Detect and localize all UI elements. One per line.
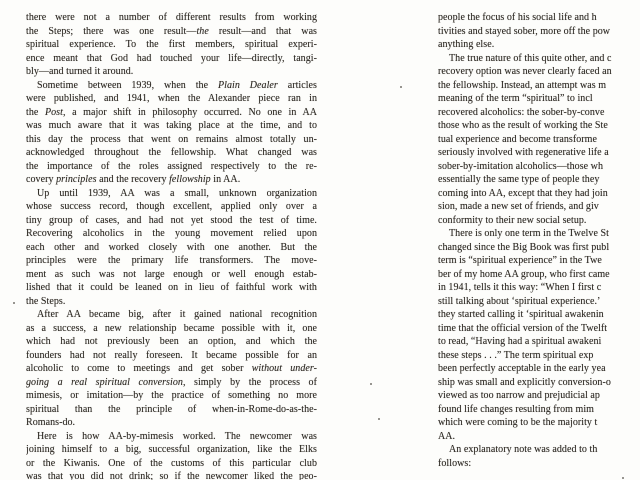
text-line: [26, 92, 317, 106]
text-line: [26, 65, 317, 79]
body-text: covery: [26, 174, 57, 185]
body-text: those who as the result of working the Ste: [438, 120, 608, 131]
body-text: coming into AA, except that they had join: [438, 187, 608, 199]
body-text: the fellowship. Instead, an attempt was m: [438, 79, 607, 91]
body-text: tiny group of cases, and had not yet stood the test of time.: [26, 214, 317, 226]
text-line: [438, 376, 640, 390]
body-text: alcoholic to come to meetings and get sober: [26, 363, 252, 374]
body-text: ence meant that God had touched your life—directly, tangi-: [26, 52, 317, 64]
body-text: acknowledged throughout the fellowship. What changed was: [26, 147, 317, 158]
body-text: the Steps; there was one result—: [26, 25, 197, 37]
text-line: [26, 268, 317, 282]
body-text: After AA became big, after it gained national recognition: [37, 309, 317, 320]
body-text: tivities and stayed sober, more off the pow: [438, 25, 611, 37]
text-line: [438, 308, 640, 322]
text-line: [26, 79, 317, 93]
body-text: The true nature of this quite other, and c: [449, 52, 612, 64]
text-line: [438, 119, 640, 133]
body-text: essentially the same type of people they: [438, 174, 600, 185]
text-line: [26, 119, 317, 133]
text-line: [26, 173, 317, 187]
body-text: as a success, a new relationship became possible with it, one: [26, 322, 317, 334]
body-text: joining himself to a big, successful organization, like the Elks: [26, 444, 317, 455]
body-text: they started calling it ‘spiritual awakenin: [438, 309, 604, 320]
body-text: sober-by-imitation alcoholics—those wh: [438, 160, 604, 172]
body-text: result—and that was: [208, 25, 317, 37]
text-line: [26, 214, 317, 228]
body-text: term is “spiritual experience” in the Twe: [438, 255, 602, 266]
text-line: [26, 443, 317, 457]
body-text: AA.: [438, 430, 456, 442]
italic-text: principles: [56, 174, 97, 185]
text-line: [438, 241, 640, 255]
body-text: was that you did not drink; so if the newcomer liked the peo-: [26, 471, 317, 480]
body-text: spiritual experience. To the first members, spiritual experi-: [26, 39, 317, 50]
scan-speck: [622, 477, 624, 479]
italic-text: without under-: [251, 363, 317, 374]
text-line: [26, 349, 317, 363]
body-text: these steps . . .” The term spiritual exp: [438, 349, 594, 361]
italic-text: Post: [44, 106, 63, 118]
body-text: ment as such was not large enough or well enough estab-: [26, 268, 317, 280]
body-text: in 1941, tells it this way: “When I first c: [438, 282, 602, 293]
text-line: [26, 403, 317, 417]
italic-text: fellowship: [169, 174, 211, 185]
text-line: [26, 38, 317, 52]
text-line: [26, 25, 317, 39]
text-line: [438, 65, 640, 79]
body-text: seriously involved with regenerative life a: [438, 147, 609, 158]
text-line: [438, 214, 640, 228]
text-line: [438, 335, 640, 349]
body-text: Sometime between 1939, when the: [37, 79, 218, 91]
text-line: [438, 295, 640, 309]
text-line: [26, 308, 317, 322]
text-line: [26, 376, 317, 390]
text-line: [438, 25, 640, 39]
text-line: [438, 146, 640, 160]
body-text: recovered alcoholics: the sober-by-conve: [438, 106, 605, 118]
right-column: [438, 11, 640, 470]
body-text: , simply by the process of: [182, 376, 317, 388]
body-text: people the focus of his social life and h: [438, 12, 597, 23]
text-line: [26, 322, 317, 336]
body-text: or the Kiwanis. One of the customs of this particular club: [26, 457, 317, 469]
italic-text: going a real spiritual conversion: [26, 376, 183, 388]
text-line: [26, 160, 317, 174]
body-text: There is only one term in the Twelve St: [449, 228, 609, 239]
text-line: [438, 457, 640, 471]
body-text: to read, “Having had a spiritual awakeni: [438, 336, 602, 347]
text-line: [438, 430, 640, 444]
body-text: Here is how AA-by-mimesis worked. The newcomer was: [37, 430, 317, 442]
body-text: were published, and 1941, when the Alexander piece ran in: [26, 93, 317, 104]
body-text: the: [26, 106, 45, 118]
body-text: anything else.: [438, 39, 495, 50]
body-text: which had not previously been an option, and which the: [26, 336, 317, 347]
text-line: [26, 416, 317, 430]
text-line: [438, 52, 640, 66]
body-text: articles: [277, 79, 317, 91]
body-text: each other and worked closely with one another. But the: [26, 241, 317, 253]
body-text: time that the official version of the Twelft: [438, 322, 608, 334]
text-line: [26, 106, 317, 120]
text-line: [26, 295, 317, 309]
text-line: [26, 254, 317, 268]
scan-speck: [400, 86, 402, 88]
scan-speck: [13, 302, 15, 304]
text-line: [438, 173, 640, 187]
body-text: the Steps.: [26, 295, 66, 307]
text-line: [438, 416, 640, 430]
text-line: [26, 430, 317, 444]
body-text: founders had not really foreseen. It became possible for an: [26, 349, 317, 361]
text-line: [26, 146, 317, 160]
text-line: [26, 362, 317, 376]
body-text: whose success record, though excellent, applied only over a: [26, 201, 317, 212]
text-line: [26, 470, 317, 480]
text-line: [438, 133, 640, 147]
text-line: [438, 362, 640, 376]
text-line: [438, 200, 640, 214]
text-line: [438, 254, 640, 268]
body-text: lished that it could be leaned on in lieu of faithful work with: [26, 282, 317, 293]
body-text: mimesis, or imitation—by the practice of something no more: [26, 390, 317, 401]
body-text: changed since the Big Book was first publ: [438, 241, 610, 253]
body-text: sion, made a new set of friends, and giv: [438, 201, 599, 212]
text-line: [438, 268, 640, 282]
body-text: in AA.: [210, 174, 241, 185]
body-text: was much aware that it was taking place at the time, and to: [26, 120, 317, 131]
italic-text: Plain Dealer: [217, 79, 278, 91]
body-text: viewed as too narrow and prejudicial ap: [438, 390, 600, 401]
text-line: [26, 227, 317, 241]
body-text: bly—and turned it around.: [26, 66, 134, 77]
left-column: [26, 11, 317, 480]
body-text: An explanatory note was added to th: [449, 444, 598, 455]
body-text: principles were the primary life transformers. The move-: [26, 255, 317, 266]
text-line: [26, 241, 317, 255]
body-text: this day the process that went on remains almost totally un-: [26, 133, 317, 145]
body-text: tual experience and become transforme: [438, 133, 597, 145]
body-text: been perfectly acceptable in the early yea: [438, 363, 606, 374]
body-text: recovery option was never clearly faced an: [438, 66, 612, 77]
scan-speck: [370, 383, 372, 385]
body-text: conformity to their new social setup.: [438, 214, 587, 226]
scan-speck: [378, 418, 380, 420]
body-text: and the recovery: [96, 174, 170, 185]
body-text: meaning of the term “spiritual” to incl: [438, 93, 593, 104]
text-line: [438, 187, 640, 201]
text-line: [438, 443, 640, 457]
body-text: which were coming to be the majority t: [438, 417, 598, 428]
body-text: still talking about ‘spiritual experience.’: [438, 295, 601, 307]
body-text: the importance of the roles assigned respectively to the re-: [26, 160, 317, 172]
text-line: [26, 389, 317, 403]
body-text: Up until 1939, AA was a small, unknown organization: [37, 187, 317, 199]
text-line: [438, 79, 640, 93]
text-line: [26, 457, 317, 471]
text-line: [438, 322, 640, 336]
text-line: [438, 349, 640, 363]
text-line: [26, 335, 317, 349]
text-line: [438, 11, 640, 25]
text-line: [26, 200, 317, 214]
text-line: [438, 403, 640, 417]
body-text: spiritual than the principle of when-in-Rome-do-as-the-: [26, 403, 317, 415]
text-line: [438, 160, 640, 174]
text-line: [438, 92, 640, 106]
text-line: [438, 38, 640, 52]
text-line: [438, 389, 640, 403]
text-line: [26, 52, 317, 66]
text-line: [438, 106, 640, 120]
body-text: , a major shift in philosophy occurred. No one in AA: [62, 106, 317, 118]
body-text: ship was small and explicitly conversion-o: [438, 376, 611, 388]
italic-text: the: [196, 25, 209, 37]
text-line: [26, 133, 317, 147]
text-line: [438, 281, 640, 295]
text-line: [26, 281, 317, 295]
body-text: Romans-do.: [26, 417, 76, 428]
text-line: [26, 187, 317, 201]
body-text: follows:: [438, 457, 472, 469]
body-text: there were not a number of different results from working: [26, 12, 317, 23]
body-text: Recovering alcoholics in the young movement relied upon: [26, 228, 317, 239]
text-line: [438, 227, 640, 241]
body-text: found life changes resulting from mim: [438, 403, 594, 415]
body-text: ber of my home AA group, who first came: [438, 268, 610, 280]
text-line: [26, 11, 317, 25]
